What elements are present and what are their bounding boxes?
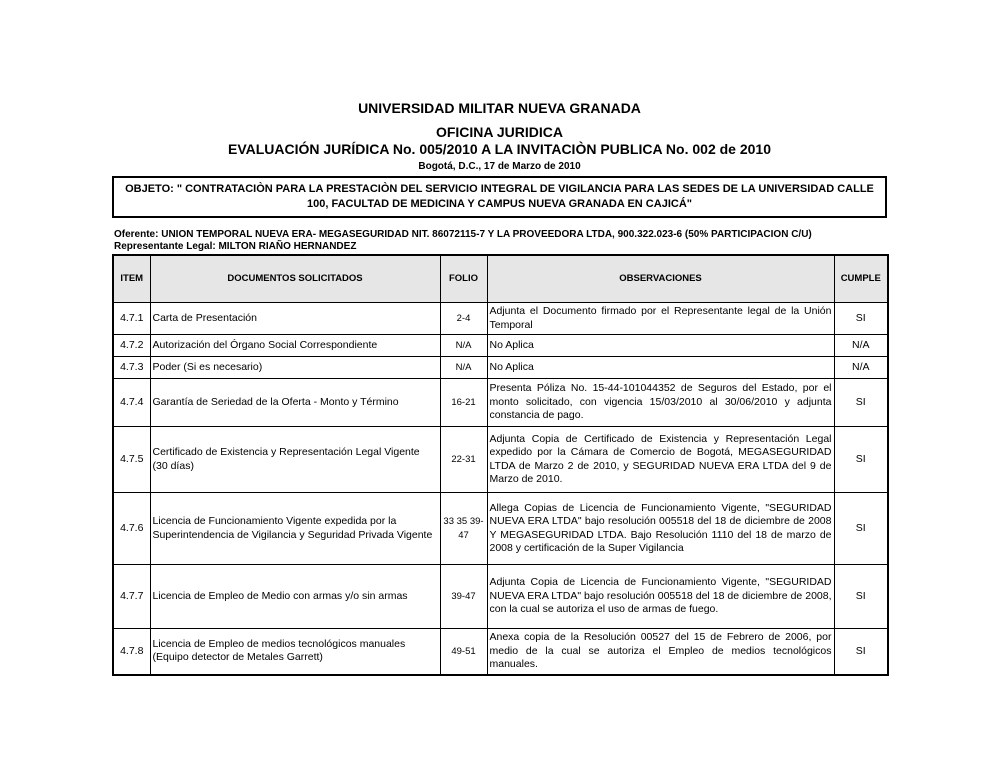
header-cumple: CUMPLE (834, 255, 888, 303)
table-row (113, 493, 888, 565)
cell-documento: Licencia de Empleo de medios tecnológicos manuales (Equipo detector de Metales Garrett) (150, 629, 440, 675)
cell-item: 4.7.8 (113, 629, 150, 675)
cell-cumple: SI (834, 303, 888, 335)
cell-cumple: SI (834, 379, 888, 427)
table-row (113, 629, 888, 675)
evaluation-table (112, 254, 889, 676)
cell-folio: 16-21 (440, 379, 487, 427)
cell-documento: Autorización del Órgano Social Correspondiente (150, 335, 440, 357)
table-row (113, 303, 888, 335)
cell-cumple: SI (834, 629, 888, 675)
cell-observaciones: Adjunta Copia de Certificado de Existencia y Representación Legal expedido por la Cámara de Comercio de Bogotá, MEGASEGURIDAD LTDA de Marzo 2 de 2010, y SEGURIDAD NUEVA ERA LTDA del 9 de Marzo de 2010. (487, 427, 834, 493)
table-row (113, 565, 888, 629)
table-row (113, 335, 888, 357)
cell-item: 4.7.6 (113, 493, 150, 565)
evaluation-title: EVALUACIÓN JURÍDICA No. 005/2010 A LA INVITACIÒN PUBLICA No. 002 de 2010 (227, 141, 771, 157)
cell-folio: 22-31 (440, 427, 487, 493)
oferente-block (114, 229, 812, 253)
objeto-box (112, 176, 887, 218)
table-body (113, 303, 888, 675)
cell-item: 4.7.4 (113, 379, 150, 427)
cell-folio: N/A (440, 357, 487, 379)
cell-documento: Carta de Presentación (150, 303, 440, 335)
table-header-row (113, 255, 888, 303)
cell-cumple: N/A (834, 357, 888, 379)
cell-item: 4.7.3 (113, 357, 150, 379)
cell-observaciones: Allega Copias de Licencia de Funcionamiento Vigente, "SEGURIDAD NUEVA ERA LTDA" bajo resolución 005518 del 18 de diciembre de 2008 Y MEGASEGURIDAD LTDA. Bajo Resolución 1110 del 18 de marzo de 2008 y certificación de la Super Vigilancia (487, 493, 834, 565)
cell-observaciones: Anexa copia de la Resolución 00527 del 15 de Febrero de 2006, por medio de la cual se autoriza el Empleo de medios tecnológicos manuales. (487, 629, 834, 675)
cell-item: 4.7.5 (113, 427, 150, 493)
header-item: ITEM (113, 255, 150, 303)
cell-documento: Licencia de Empleo de Medio con armas y/o sin armas (150, 565, 440, 629)
office-title: OFICINA JURIDICA (435, 124, 564, 140)
university-title: UNIVERSIDAD MILITAR NUEVA GRANADA (358, 100, 641, 116)
cell-cumple: SI (834, 565, 888, 629)
cell-item: 4.7.1 (113, 303, 150, 335)
cell-documento: Licencia de Funcionamiento Vigente expedida por la Superintendencia de Vigilancia y Seguridad Privada Vigente (150, 493, 440, 565)
cell-folio: 2-4 (440, 303, 487, 335)
cell-item: 4.7.2 (113, 335, 150, 357)
cell-cumple: SI (834, 493, 888, 565)
objeto-text: OBJETO: " CONTRATACIÒN PARA LA PRESTACIÒN DEL SERVICIO INTEGRAL DE VIGILANCIA PARA LAS SEDES DE LA UNIVERSIDAD CALLE 100, FACULTAD DE MEDICINA Y CAMPUS NUEVA GRANADA EN CAJICÁ" (125, 183, 874, 210)
cell-folio: 33 35 39-47 (440, 493, 487, 565)
cell-documento: Poder (Si es necesario) (150, 357, 440, 379)
cell-observaciones: Presenta Póliza No. 15-44-101044352 de Seguros del Estado, por el monto solicitado, con vigencia 15/03/2010 al 30/06/2010 y adjunta constancia de pago. (487, 379, 834, 427)
page-cutoff (112, 677, 887, 777)
cell-documento: Certificado de Existencia y Representación Legal Vigente (30 días) (150, 427, 440, 493)
cell-cumple: SI (834, 427, 888, 493)
table-row (113, 427, 888, 493)
table-row (113, 379, 888, 427)
oferente-line: Oferente: UNION TEMPORAL NUEVA ERA- MEGASEGURIDAD NIT. 86072115-7 Y LA PROVEEDORA LTDA, 900.322.023-6 (50% PARTICIPACION C/U) (114, 229, 812, 240)
cell-observaciones: Adjunta el Documento firmado por el Representante legal de la Unión Temporal (487, 303, 834, 335)
cell-folio: 49-51 (440, 629, 487, 675)
cell-item: 4.7.7 (113, 565, 150, 629)
document-date: Bogotá, D.C., 17 de Marzo de 2010 (418, 161, 581, 172)
header-observaciones: OBSERVACIONES (487, 255, 834, 303)
cell-documento: Garantía de Seriedad de la Oferta - Monto y Término (150, 379, 440, 427)
cell-folio: N/A (440, 335, 487, 357)
cell-cumple: N/A (834, 335, 888, 357)
header-documentos: DOCUMENTOS SOLICITADOS (150, 255, 440, 303)
cell-folio: 39-47 (440, 565, 487, 629)
cell-observaciones: No Aplica (487, 335, 834, 357)
cell-observaciones: No Aplica (487, 357, 834, 379)
table-row (113, 357, 888, 379)
cell-observaciones: Adjunta Copia de Licencia de Funcionamiento Vigente, "SEGURIDAD NUEVA ERA LTDA" bajo resolución 005518 del 18 de diciembre de 2008, con la cual se autoriza el uso de armas de fuego. (487, 565, 834, 629)
representante-line: Representante Legal: MILTON RIAÑO HERNANDEZ (114, 241, 357, 252)
header-folio: FOLIO (440, 255, 487, 303)
